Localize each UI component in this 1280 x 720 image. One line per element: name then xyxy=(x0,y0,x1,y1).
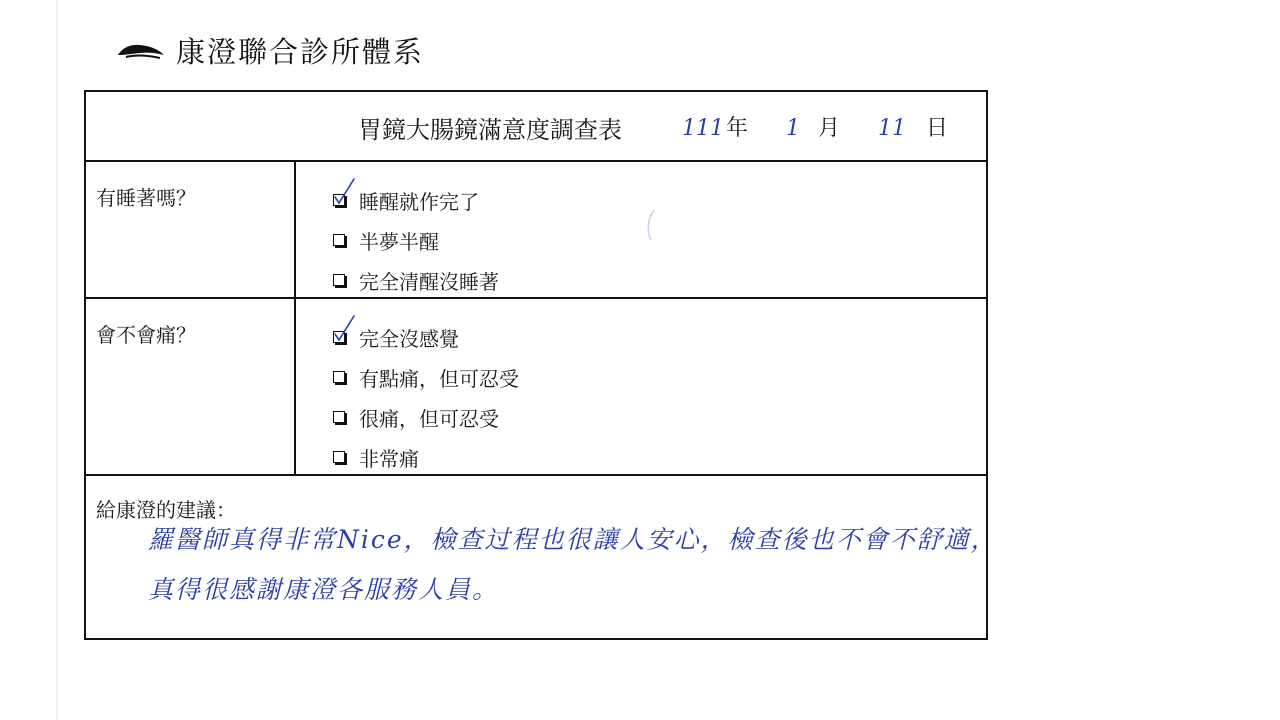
checkbox[interactable] xyxy=(333,371,345,383)
checkmark-icon xyxy=(333,314,357,344)
stray-pen-mark xyxy=(642,206,660,246)
option-item[interactable] xyxy=(333,180,499,220)
column-divider xyxy=(294,162,296,297)
question-label: 會不會痛？ xyxy=(96,323,196,347)
handwritten-comment-line: 羅醫師真得非常Nice，檢查过程也很讓人安心，檢查後也不會不舒適， xyxy=(148,525,998,554)
form-date xyxy=(682,111,948,142)
clinic-header xyxy=(116,30,424,71)
option-label: 有點痛，但可忍受 xyxy=(359,366,519,391)
option-label: 很痛，但可忍受 xyxy=(359,406,499,431)
option-label: 完全沒感覺 xyxy=(359,326,459,351)
question-row-pain xyxy=(86,299,986,476)
date-day-value: 11 xyxy=(878,116,906,141)
option-label: 半夢半醒 xyxy=(359,229,439,254)
handwritten-comment-line: 真得很感謝康澄各服務人員。 xyxy=(148,575,500,604)
option-item[interactable] xyxy=(333,357,519,397)
option-item[interactable] xyxy=(333,260,499,300)
date-day-unit: 日 xyxy=(926,116,949,141)
scan-edge xyxy=(56,0,58,720)
checkbox[interactable] xyxy=(333,234,345,246)
option-item[interactable] xyxy=(333,397,519,437)
option-item[interactable] xyxy=(333,317,519,357)
checkbox[interactable] xyxy=(333,411,345,423)
checkbox[interactable] xyxy=(333,274,345,286)
org-name: 康澄聯合診所體系 xyxy=(176,35,425,69)
checkmark-icon xyxy=(333,177,357,207)
survey-form xyxy=(84,90,998,640)
option-label: 非常痛 xyxy=(359,446,419,471)
option-label: 完全清醒沒睡著 xyxy=(359,269,499,294)
date-year-unit: 年 xyxy=(726,116,749,141)
option-list xyxy=(333,317,519,477)
checkbox-checked[interactable] xyxy=(333,194,345,206)
question-label: 有睡著嗎？ xyxy=(96,186,196,210)
date-year-value: 111 xyxy=(682,116,724,141)
checkbox-checked[interactable] xyxy=(333,331,345,343)
date-month-value: 1 xyxy=(786,116,800,141)
option-item[interactable] xyxy=(333,220,499,260)
comment-label: 給康澄的建議： xyxy=(96,498,236,522)
form-title-row xyxy=(86,92,986,162)
option-item[interactable] xyxy=(333,437,519,477)
form-title: 胃鏡大腸鏡滿意度調查表 xyxy=(358,116,622,144)
option-label: 睡醒就作完了 xyxy=(359,189,479,214)
option-list xyxy=(333,180,499,300)
clinic-logo-icon xyxy=(116,40,166,62)
question-row-sleep xyxy=(86,162,986,299)
comment-row xyxy=(86,476,998,638)
column-divider xyxy=(294,299,296,474)
date-month-unit: 月 xyxy=(818,116,841,141)
checkbox[interactable] xyxy=(333,451,345,463)
